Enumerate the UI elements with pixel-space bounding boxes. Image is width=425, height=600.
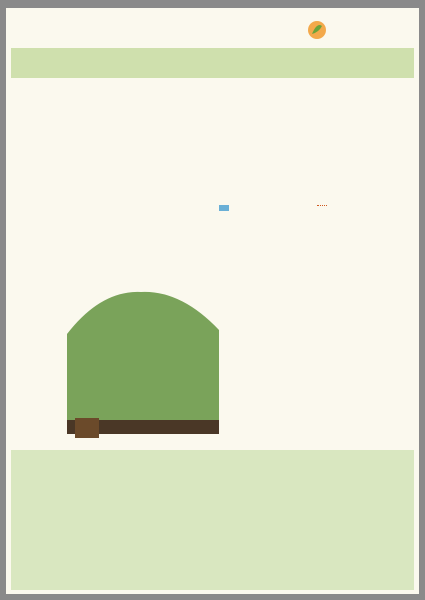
right-column — [217, 82, 411, 202]
legend — [219, 204, 413, 218]
drainage-trench — [75, 418, 99, 438]
page — [6, 8, 419, 594]
sprinkle-swatch — [317, 205, 327, 212]
cowpat-section — [11, 450, 414, 590]
page-title — [18, 24, 21, 38]
brand-logo — [307, 20, 411, 46]
layer-labels — [139, 220, 419, 445]
water-swatch — [219, 205, 229, 211]
leaf-logo-icon — [307, 20, 327, 40]
intro-box — [11, 48, 414, 78]
